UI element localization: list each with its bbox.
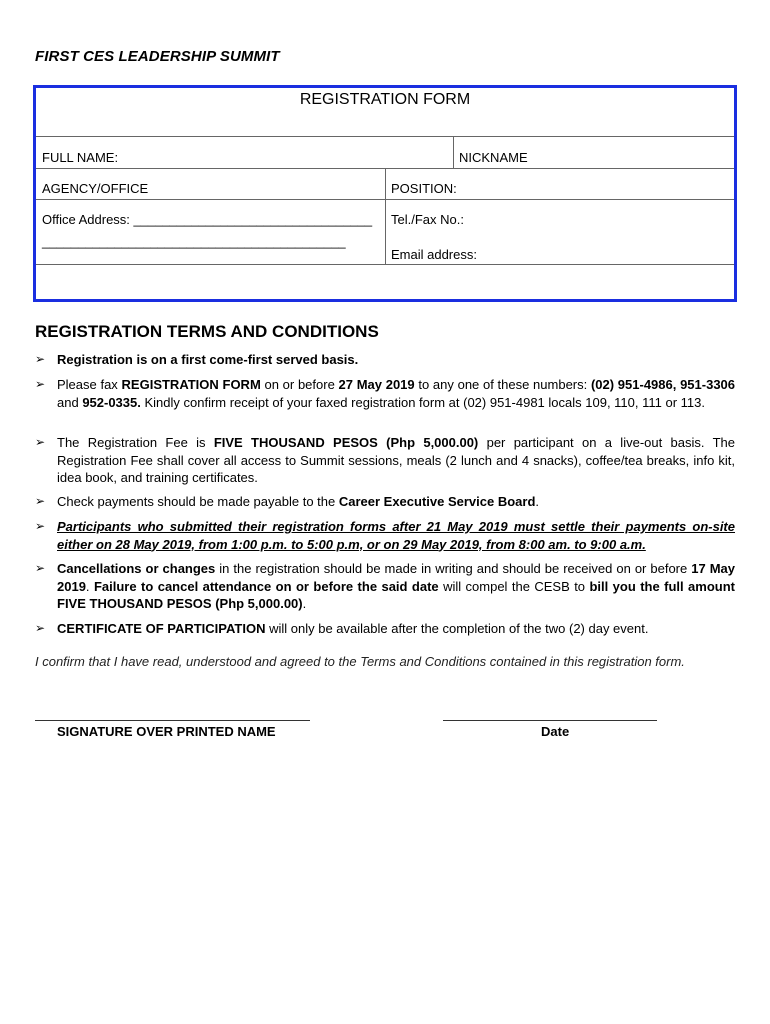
term-item	[35, 493, 735, 511]
term-item	[35, 434, 735, 487]
form-divider	[36, 264, 734, 265]
term-item	[35, 518, 735, 553]
form-divider-vertical	[453, 136, 454, 168]
arrow-bullet-icon: ➢	[35, 377, 46, 391]
term-text: Participants who submitted their registration forms after 21 May 2019 must settle their payments on-site either on 28 May 2019, from 1:00 p.m. to 5:00 p.m, or on 29 May 2019, from 8:00 am. to 9:00 a.m.	[57, 519, 735, 552]
registration-form-box	[33, 85, 737, 302]
summit-title: FIRST CES LEADERSHIP SUMMIT	[35, 48, 280, 65]
registration-form-table	[36, 88, 734, 299]
form-divider	[36, 136, 734, 137]
arrow-bullet-icon: ➢	[35, 621, 46, 635]
form-divider-vertical	[385, 168, 386, 264]
full-name-field[interactable]: FULL NAME:	[42, 150, 119, 165]
position-field[interactable]: POSITION:	[391, 181, 457, 196]
term-text: Please fax REGISTRATION FORM on or before 27 May 2019 to any one of these numbers: (02) 951-4986, 951-3306 and 952-0335. Kindly confirm receipt of your faxed registration form at (02) 951-4981 locals 109, 110, 111 or 113.	[57, 377, 736, 410]
arrow-bullet-icon: ➢	[35, 435, 46, 449]
term-item	[35, 376, 735, 411]
office-address-field[interactable]: Office Address: _________________________________	[42, 212, 373, 227]
arrow-bullet-icon: ➢	[35, 352, 46, 366]
agency-office-field[interactable]: AGENCY/OFFICE	[42, 181, 149, 196]
confirmation-statement: I confirm that I have read, understood and agreed to the Terms and Conditions contained in this registration form.	[35, 654, 685, 669]
signature-line[interactable]	[35, 720, 310, 721]
term-text: CERTIFICATE OF PARTICIPATION will only be available after the completion of the two (2) day event.	[57, 621, 649, 636]
term-item	[35, 351, 735, 369]
term-text: Registration is on a first come-first served basis.	[57, 352, 359, 367]
nickname-field[interactable]: NICKNAME	[459, 150, 528, 165]
office-address-line2[interactable]: __________________________________________	[42, 234, 346, 249]
arrow-bullet-icon: ➢	[35, 561, 46, 575]
email-field[interactable]: Email address:	[391, 247, 477, 262]
term-text: Check payments should be made payable to the Career Executive Service Board.	[57, 494, 540, 509]
term-item	[35, 560, 735, 613]
arrow-bullet-icon: ➢	[35, 519, 46, 533]
date-line[interactable]	[443, 720, 657, 721]
term-text: The Registration Fee is FIVE THOUSAND PESOS (Php 5,000.00) per participant on a live-out basis. The Registration Fee shall cover all access to Summit sessions, meals (2 lunch and 4 snacks), coffee/tea breaks, info kit, idea book, and training certificates.	[57, 435, 735, 485]
signature-label: SIGNATURE OVER PRINTED NAME	[57, 724, 276, 739]
term-text: Cancellations or changes in the registration should be made in writing and should be received on or before 17 May 2019. Failure to cancel attendance on or before the said date will compel the CESB to bill you the full amount FIVE THOUSAND PESOS (Php 5,000.00).	[57, 561, 735, 611]
arrow-bullet-icon: ➢	[35, 494, 46, 508]
terms-heading: REGISTRATION TERMS AND CONDITIONS	[35, 322, 379, 341]
tel-fax-field[interactable]: Tel./Fax No.:	[391, 212, 464, 227]
form-title: REGISTRATION FORM	[299, 91, 471, 108]
date-label: Date	[541, 724, 570, 739]
term-item	[35, 620, 735, 638]
